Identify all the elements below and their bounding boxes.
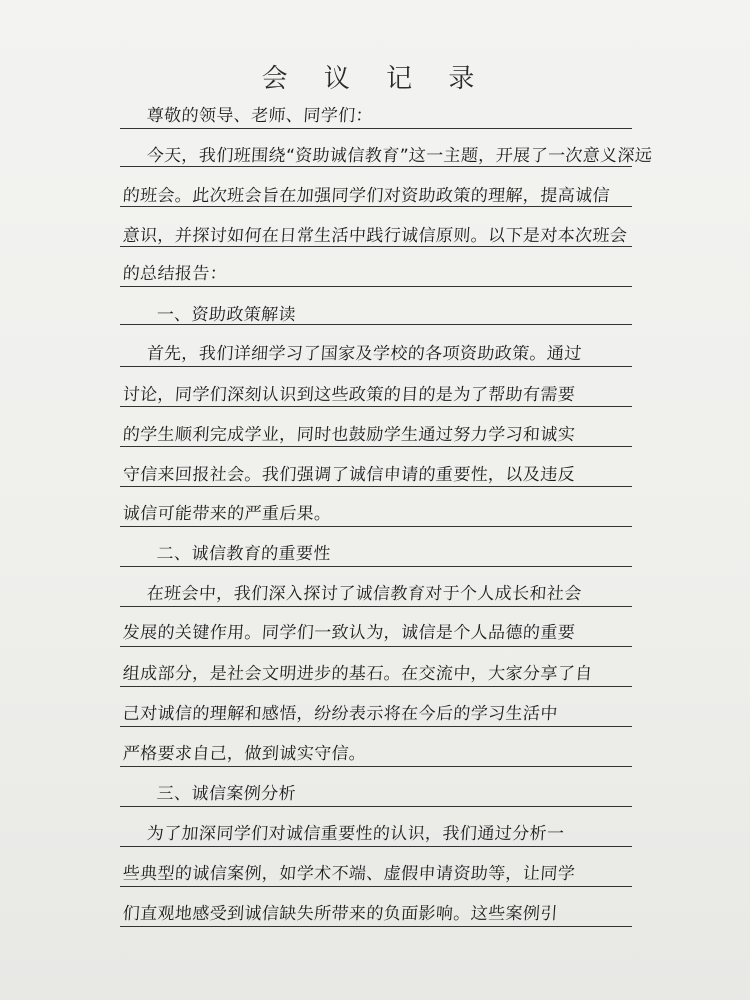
text-line: 守信来回报社会。我们强调了诚信申请的重要性，以及违反 [122, 465, 576, 485]
text-line: 己对诚信的理解和感悟，纷纷表示将在今后的学习生活中 [122, 704, 559, 724]
text-line: 们直观地感受到诚信缺失所带来的负面影响。这些案例引 [122, 904, 559, 924]
text-line: 首先，我们详细学习了国家及学校的各项资助政策。通过 [146, 344, 583, 364]
text-line: 诚信可能带来的严重后果。 [122, 504, 333, 524]
text-line: 今天，我们班围绕“资助诚信教育”这一主题，开展了一次意义深远 [146, 146, 654, 166]
text-line: 发展的关键作用。同学们一致认为，诚信是个人品德的重要 [122, 623, 576, 643]
section-heading-3: 三、诚信案例分析 [156, 784, 297, 804]
text-line: 在班会中，我们深入探讨了诚信教育对于个人成长和社会 [146, 584, 583, 604]
text-line: 意识，并探讨如何在日常生活中践行诚信原则。以下是对本次班会 [122, 226, 629, 246]
section-heading-2: 二、诚信教育的重要性 [156, 544, 332, 564]
text-line: 为了加深同学们对诚信重要性的认识，我们通过分析一 [146, 824, 566, 844]
text-line: 的总结报告： [122, 264, 228, 284]
text-line: 组成部分，是社会文明进步的基石。在交流中，大家分享了自 [122, 664, 594, 684]
text-line: 些典型的诚信案例，如学术不端、虚假申请资助等，让同学 [122, 864, 576, 884]
text-line: 的班会。此次班会旨在加强同学们对资助政策的理解，提高诚信 [122, 186, 611, 206]
page-title: 会 议 记 录 [261, 64, 489, 94]
text-line: 的学生顺利完成学业，同时也鼓励学生通过努力学习和诚实 [122, 425, 576, 445]
salutation: 尊敬的领导、老师、同学们： [146, 106, 374, 126]
text-line: 严格要求自己，做到诚实守信。 [122, 744, 368, 764]
section-heading-1: 一、资助政策解读 [156, 305, 297, 325]
text-line: 讨论，同学们深刻认识到这些政策的目的是为了帮助有需要 [122, 385, 576, 405]
